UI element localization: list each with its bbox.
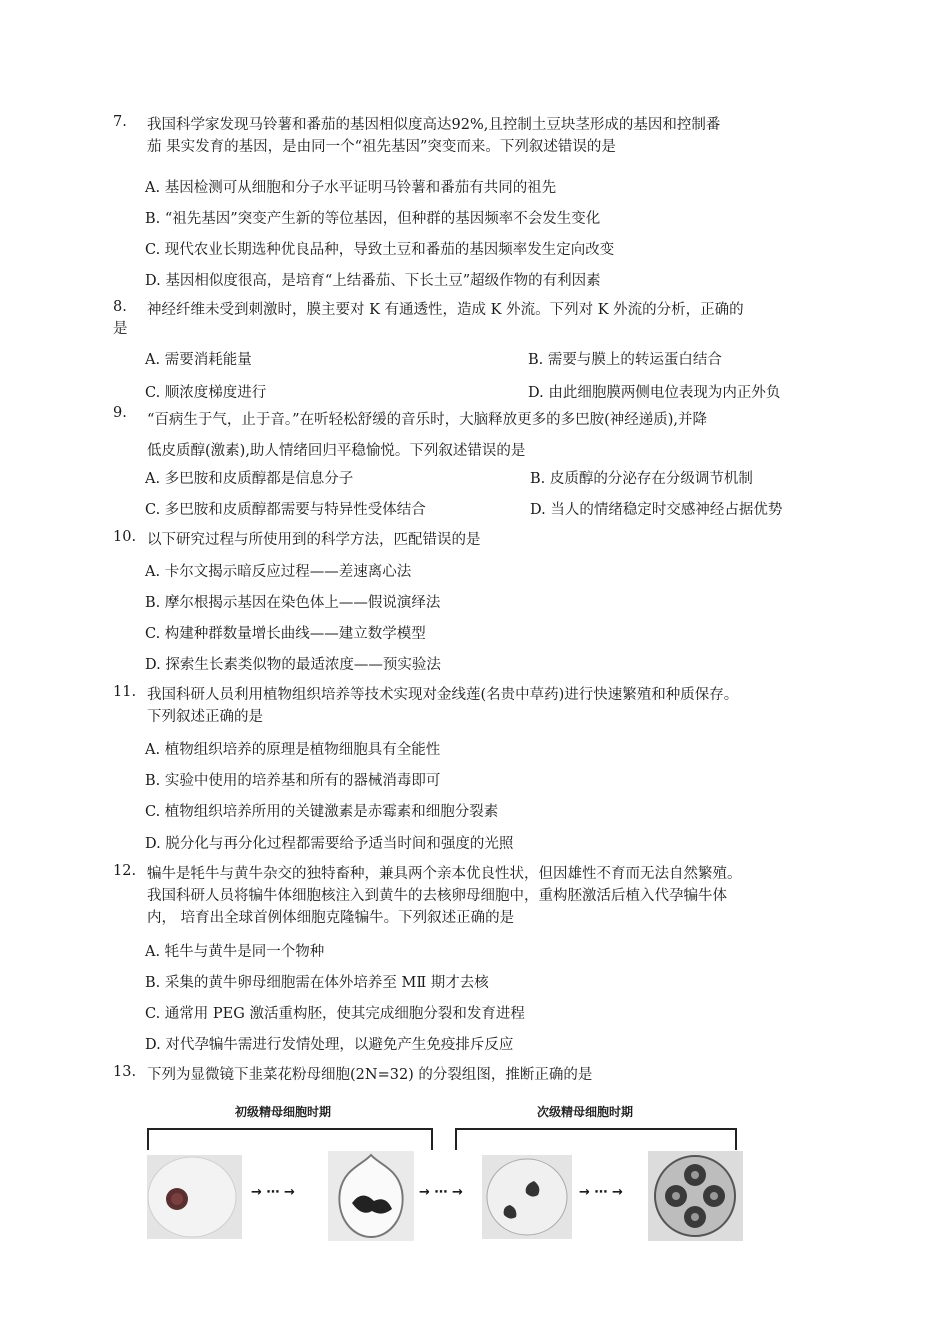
question-number: 8. bbox=[113, 299, 127, 315]
question-stem: 下列为显微镜下韭菜花粉母细胞(2N=32) 的分裂组图，推断正确的是 bbox=[147, 1067, 593, 1083]
option-12d: D. 对代孕犏牛需进行发情处理，以避免产生免疫排斥反应 bbox=[145, 1037, 514, 1053]
cell-image-1 bbox=[147, 1155, 242, 1239]
option-8c: C. 顺浓度梯度进行 bbox=[145, 385, 267, 401]
meiosis-figure bbox=[145, 1095, 745, 1245]
option-10b: B. 摩尔根揭示基因在染色体上——假说演绎法 bbox=[145, 595, 441, 611]
arrow-3: → ⋯ → bbox=[579, 1185, 623, 1200]
option-9d: D. 当人的情绪稳定时交感神经占据优势 bbox=[530, 502, 783, 518]
question-number: 7. bbox=[113, 114, 127, 130]
question-7 bbox=[113, 114, 843, 158]
cell-drawing-1 bbox=[147, 1155, 242, 1239]
option-9c: C. 多巴胺和皮质醇都需要与特异性受体结合 bbox=[145, 502, 426, 518]
option-8d: D. 由此细胞膜两侧电位表现为内正外负 bbox=[528, 385, 781, 401]
question-10 bbox=[113, 529, 843, 551]
cell-image-4 bbox=[648, 1151, 743, 1241]
option-12b: B. 采集的黄牛卵母细胞需在体外培养至 MⅡ 期才去核 bbox=[145, 975, 489, 991]
arrow-2: → ⋯ → bbox=[419, 1185, 463, 1200]
option-7d: D. 基因相似度很高，是培育“上结番茄、下长土豆”超级作物的有利因素 bbox=[145, 273, 601, 289]
option-11b: B. 实验中使用的培养基和所有的器械消毒即可 bbox=[145, 773, 441, 789]
question-stem: 神经纤维未受到刺激时，膜主要对 K 有通透性，造成 K 外流。下列对 K 外流的分析，正确的 bbox=[147, 302, 744, 318]
option-7b: B. “祖先基因”突变产生新的等位基因，但种群的基因频率不会发生变化 bbox=[145, 211, 601, 227]
option-8b: B. 需要与膜上的转运蛋白结合 bbox=[528, 352, 722, 368]
question-number: 12. bbox=[113, 863, 137, 879]
option-10c: C. 构建种群数量增长曲线——建立数学模型 bbox=[145, 626, 426, 642]
question-stem-continuation: 是 bbox=[113, 321, 128, 337]
question-number: 10. bbox=[113, 529, 137, 545]
bracket-primary bbox=[147, 1128, 433, 1150]
cell-drawing-3 bbox=[482, 1155, 572, 1239]
question-stem: “百病生于气，止于音。”在听轻松舒缓的音乐时，大脑释放更多的多巴胺(神经递质),并降 低皮质醇(激素),助人情绪回归平稳愉悦。下列叙述错误的是 bbox=[147, 412, 707, 459]
option-8a: A. 需要消耗能量 bbox=[145, 352, 252, 368]
option-11a: A. 植物组织培养的原理是植物细胞具有全能性 bbox=[145, 742, 441, 758]
option-11d: D. 脱分化与再分化过程都需要给予适当时间和强度的光照 bbox=[145, 836, 514, 852]
question-13 bbox=[113, 1064, 843, 1086]
question-stem: 我国科研人员利用植物组织培养等技术实现对金线莲(名贵中草药)进行快速繁殖和种质保存。 下列叙述正确的是 bbox=[147, 687, 739, 725]
option-12c: C. 通常用 PEG 激活重构胚，使其完成细胞分裂和发育进程 bbox=[145, 1006, 525, 1022]
question-number: 9. bbox=[113, 405, 127, 421]
option-7c: C. 现代农业长期选种优良品种，导致土豆和番茄的基因频率发生定向改变 bbox=[145, 242, 615, 258]
option-11c: C. 植物组织培养所用的关键激素是赤霉素和细胞分裂素 bbox=[145, 804, 499, 820]
label-primary-spermatocyte: 初级精母细胞时期 bbox=[235, 1105, 332, 1119]
arrow-1: → ⋯ → bbox=[251, 1185, 295, 1200]
question-8 bbox=[113, 299, 843, 321]
cell-image-3 bbox=[482, 1155, 572, 1239]
question-number: 13. bbox=[113, 1064, 137, 1080]
question-stem: 我国科学家发现马铃薯和番茄的基因相似度高达92%,且控制土豆块茎形成的基因和控制番 茄 果实发育的基因，是由同一个“祖先基因”突变而来。下列叙述错误的是 bbox=[147, 117, 721, 155]
label-secondary-spermatocyte: 次级精母细胞时期 bbox=[537, 1105, 634, 1119]
option-9b: B. 皮质醇的分泌存在分级调节机制 bbox=[530, 471, 753, 487]
option-9a: A. 多巴胺和皮质醇都是信息分子 bbox=[145, 471, 354, 487]
option-12a: A. 牦牛与黄牛是同一个物种 bbox=[145, 944, 325, 960]
cell-drawing-4 bbox=[648, 1151, 743, 1241]
question-11 bbox=[113, 684, 843, 728]
cell-drawing-2 bbox=[328, 1151, 414, 1241]
question-number: 11. bbox=[113, 684, 137, 700]
option-10a: A. 卡尔文揭示暗反应过程——差速离心法 bbox=[145, 564, 412, 580]
option-10d: D. 探索生长素类似物的最适浓度——预实验法 bbox=[145, 657, 441, 673]
question-12 bbox=[113, 863, 843, 929]
question-9 bbox=[113, 405, 843, 467]
cell-image-2 bbox=[328, 1151, 414, 1241]
bracket-secondary bbox=[455, 1128, 737, 1150]
question-stem: 犏牛是牦牛与黄牛杂交的独特畜种，兼具两个亲本优良性状，但因雄性不育而无法自然繁殖。 我国科研人员将犏牛体细胞核注入到黄牛的去核卵母细胞中，重构胚激活后植入代孕犏牛体 内， 培育出全球首例体细胞克隆犏牛。下列叙述正确的是 bbox=[147, 866, 742, 926]
question-stem: 以下研究过程与所使用到的科学方法，匹配错误的是 bbox=[147, 532, 481, 548]
option-7a: A. 基因检测可从细胞和分子水平证明马铃薯和番茄有共同的祖先 bbox=[145, 180, 557, 196]
